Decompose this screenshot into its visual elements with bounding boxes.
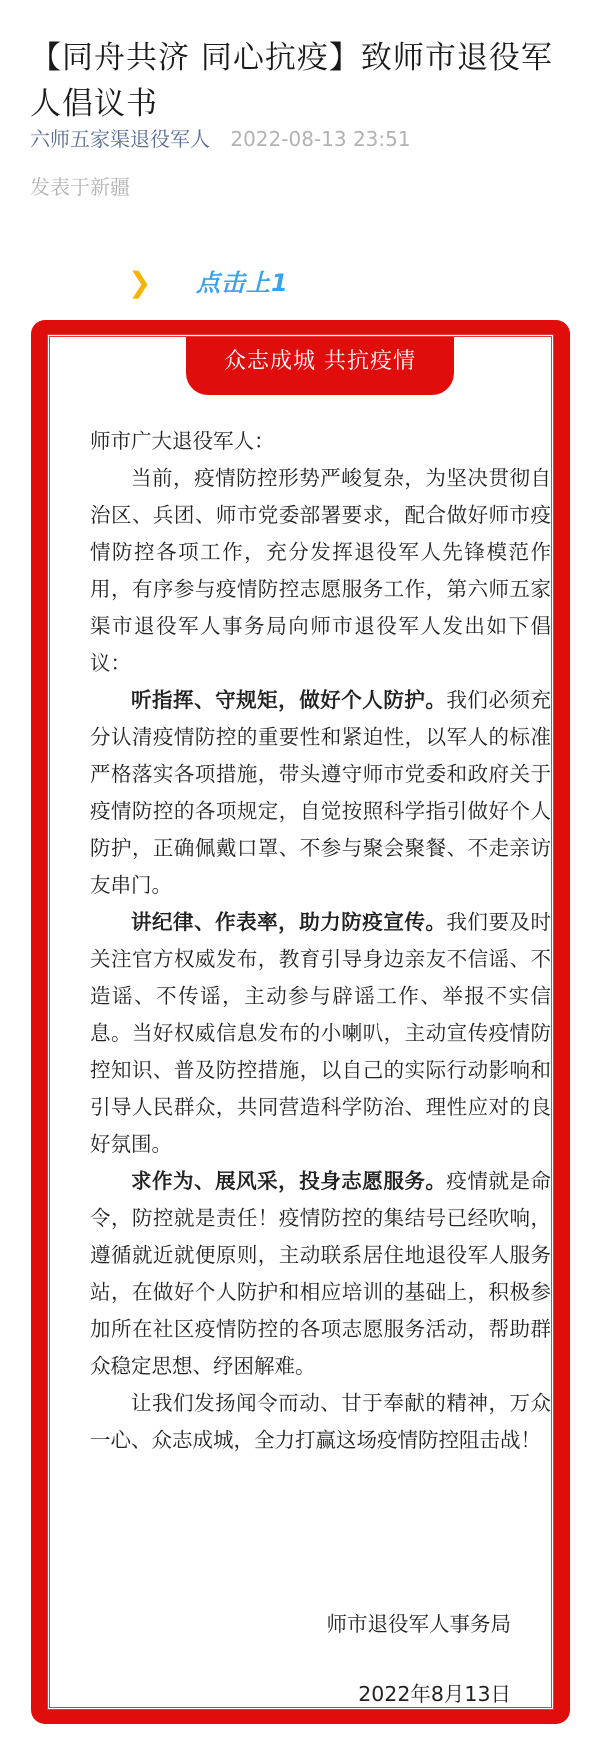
poster-banner: 众志成城 共抗疫情	[186, 337, 454, 395]
letter-date: 2022年8月13日	[358, 1682, 511, 1706]
letter-body	[90, 423, 551, 1459]
poster-paper	[47, 334, 554, 1710]
letter-item-heading: 讲纪律、作表率，助力防疫宣传。	[131, 910, 447, 934]
letter-item-heading: 求作为、展风采，投身志愿服务。	[131, 1169, 447, 1193]
publish-datetime: 2022-08-13 23:51	[230, 127, 411, 151]
letter-signature: 师市退役军人事务局	[326, 1612, 511, 1636]
letter-item-body: 疫情就是命令，防控就是责任！疫情防控的集结号已经吹响，遵循就近就便原则，主动联系居住地退役军人服务站，在做好个人防护和相应培训的基础上，积极参加所在社区疫情防控的各项志愿服务活动，帮助群众稳定思想、纾困解难。	[90, 1169, 552, 1378]
letter-item	[90, 682, 551, 904]
click-hint-text: 点击上1	[196, 269, 289, 297]
letter-greeting: 师市广大退役军人：	[90, 429, 275, 453]
article-title: 【同舟共济 同心抗疫】致师市退役军人倡议书	[30, 39, 553, 122]
poster-frame	[31, 320, 570, 1724]
letter-item	[90, 904, 551, 1163]
letter-intro: 当前，疫情防控形势严峻复杂，为坚决贯彻自治区、兵团、师市党委部署要求，配合做好师市疫情防控各项工作，充分发挥退役军人先锋模范作用，有序参与疫情防控志愿服务工作，第六师五家渠市退役军人事务局向师市退役军人发出如下倡议：	[90, 466, 551, 675]
letter-item-body: 我们要及时关注官方权威发布，教育引导身边亲友不信谣、不造谣、不传谣，主动参与辟谣工作、举报不实信息。当好权威信息发布的小喇叭，主动宣传疫情防控知识、普及防控措施，以自己的实际行动影响和引导人民群众，共同营造科学防治、理性应对的良好氛围。	[90, 910, 552, 1156]
author-link[interactable]: 六师五家渠退役军人	[30, 127, 210, 151]
letter-closing: 让我们发扬闻令而动、甘于奉献的精神，万众一心、众志成城，全力打赢这场疫情防控阻击战！	[90, 1391, 551, 1452]
article-meta	[30, 124, 411, 154]
letter-item-heading: 听指挥、守规矩，做好个人防护。	[131, 688, 447, 712]
letter-item	[90, 1163, 551, 1385]
publish-location: 发表于新疆	[30, 175, 130, 199]
letter-item-body: 我们必须充分认清疫情防控的重要性和紧迫性，以军人的标准严格落实各项措施，带头遵守师市党委和政府关于疫情防控的各项规定，自觉按照科学指引做好个人防护，正确佩戴口罩、不参与聚会聚餐、不走亲访友串门。	[90, 688, 552, 897]
click-hint-banner[interactable]	[128, 266, 328, 300]
chevron-right-icon: ❯	[128, 266, 152, 299]
